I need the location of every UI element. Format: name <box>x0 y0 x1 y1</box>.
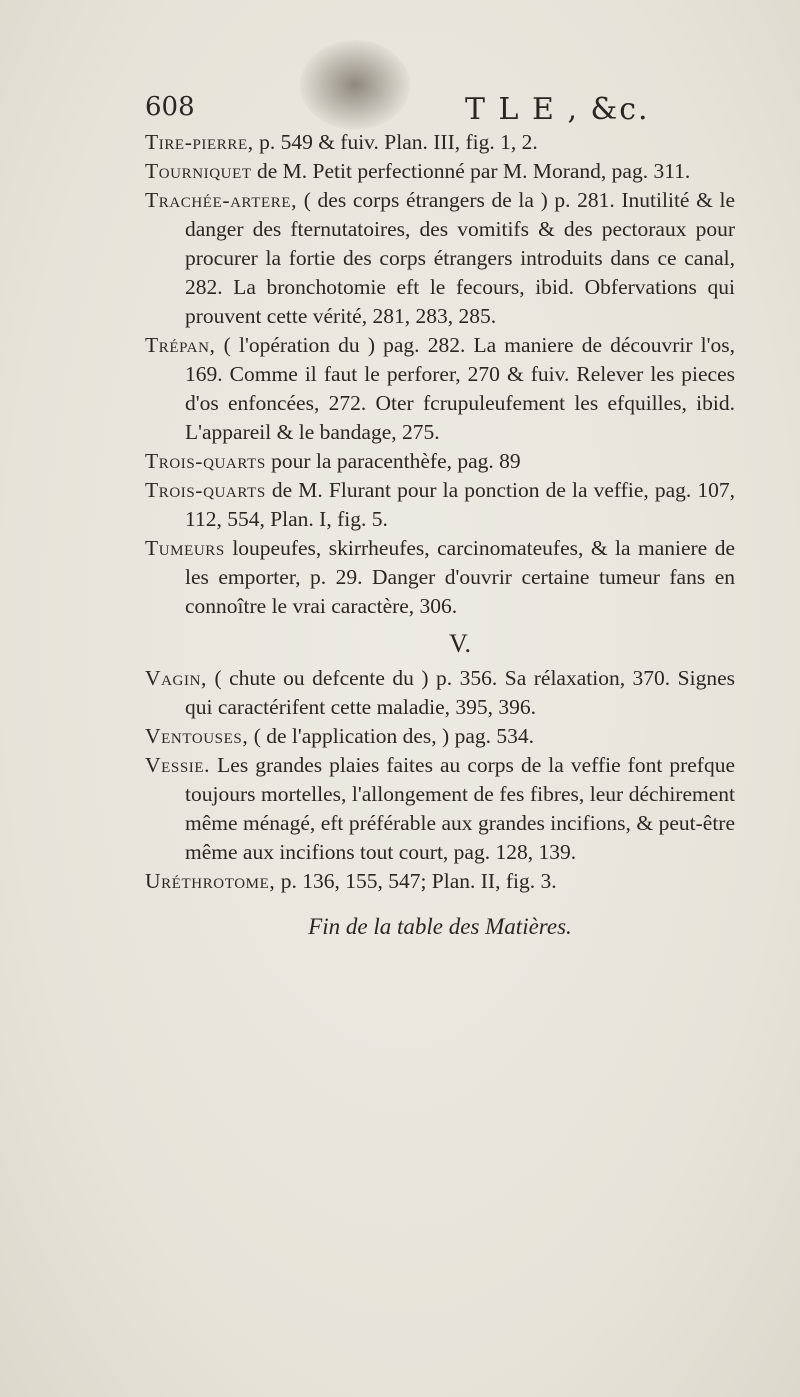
index-entry <box>145 722 735 751</box>
closing-line: Fin de la table des Matières. <box>308 914 572 939</box>
index-entry <box>145 664 735 722</box>
index-entry <box>145 157 735 186</box>
entry-head: Trachée-artere, <box>145 188 298 212</box>
index-entry <box>145 447 735 476</box>
index-entry <box>145 186 735 331</box>
index-body <box>145 128 735 941</box>
entry-head: Trois-quarts <box>145 449 266 473</box>
entry-head: Tourniquet <box>145 159 252 183</box>
entry-text: p. 549 & fuiv. Plan. III, fig. 1, 2. <box>259 130 538 154</box>
entry-head: Tumeurs <box>145 536 225 560</box>
index-entry <box>145 867 735 896</box>
entry-head: Vessie. <box>145 753 211 777</box>
entry-text: ( de l'application des, ) pag. 534. <box>253 724 534 748</box>
page-number: 608 <box>145 92 195 122</box>
entry-head: Trépan, <box>145 333 216 357</box>
page-header <box>145 92 705 132</box>
section-letter: V. <box>449 629 471 658</box>
entry-head: Uréthrotome, <box>145 869 276 893</box>
entry-text: pour la paracenthèfe, pag. 89 <box>271 449 521 473</box>
entry-text: Les grandes plaies faites au corps de la veffie font prefque toujours mortelles, l'allongement de fes fibres, leur déchirement même ménagé, eft préférable aux grandes incifions, & peut-être même aux incifions tout court, pag. 128, 139. <box>185 753 736 864</box>
entry-text: p. 136, 155, 547; Plan. II, fig. 3. <box>280 869 557 893</box>
running-head: T L E , &c. <box>465 92 650 127</box>
entry-text: ( chute ou defcente du ) p. 356. Sa rélaxation, 370. Signes qui caractérifent cette maladie, 395, 396. <box>185 666 735 719</box>
index-entry <box>145 534 735 621</box>
entry-text: ( l'opération du ) pag. 282. La maniere de découvrir l'os, 169. Comme il faut le perforer, 270 & fuiv. Relever les pieces d'os enfoncées, 272. Oter fcrupuleufement les efquilles, ibid. L'appareil & le bandage, 275. <box>185 333 735 444</box>
entry-head: Tire-pierre, <box>145 130 254 154</box>
entry-head: Trois-quarts <box>145 478 266 502</box>
entry-head: Vagin, <box>145 666 207 690</box>
index-entry <box>145 476 735 534</box>
index-entry <box>145 751 735 867</box>
entry-text: de M. Petit perfectionné par M. Morand, pag. 311. <box>257 159 691 183</box>
entry-text: ( des corps étrangers de la ) p. 281. Inutilité & le danger des fternutatoires, des vomitifs & des pectoraux pour procurer la fortie des corps étrangers introduits dans ce canal, 282. La bronchotomie eft le fecours, ibid. Obfervations qui prouvent cette vérité, 281, 283, 285. <box>185 188 735 328</box>
index-entry <box>145 331 735 447</box>
entry-head: Ventouses, <box>145 724 249 748</box>
entry-text: loupeufes, skirrheufes, carcinomateufes, & la maniere de les emporter, p. 29. Danger d'ouvrir certaine tumeur fans en connoître le vrai caractère, 306. <box>185 536 735 618</box>
entry-text: de M. Flurant pour la ponction de la veffie, pag. 107, 112, 554, Plan. I, fig. 5. <box>185 478 735 531</box>
index-entry <box>145 128 735 157</box>
